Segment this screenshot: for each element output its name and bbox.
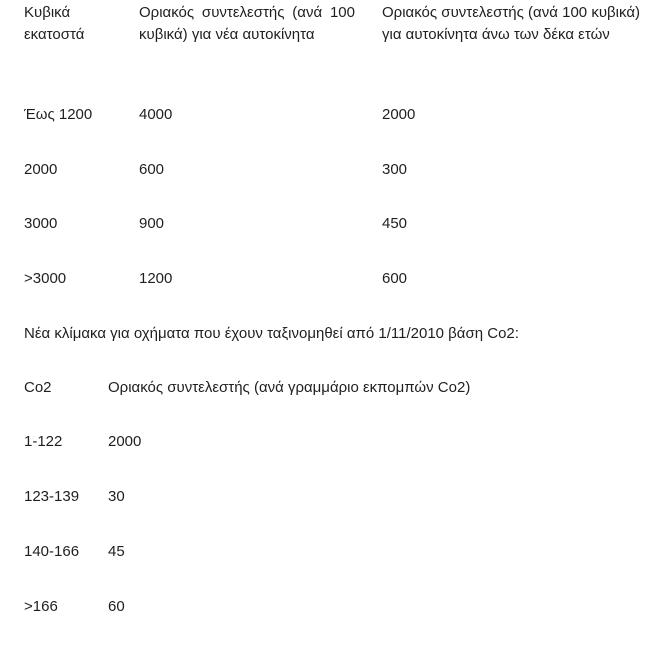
table-row	[24, 213, 644, 235]
cc-value: >3000	[24, 270, 67, 287]
header-co2-label: Co2	[24, 379, 52, 396]
old-car-coefficient: 2000	[382, 106, 416, 123]
header-cell-old-cars	[382, 2, 644, 46]
header-new-cars-label: Οριακός συντελεστής (ανά 100 κυβικά) για νέα αυτοκίνητα	[139, 4, 355, 43]
co2-table-header-row	[24, 377, 644, 399]
table-row	[24, 431, 644, 453]
table-row	[24, 104, 644, 126]
co2-scale-heading: Νέα κλίμακα για οχήματα που έχουν ταξινομηθεί από 1/11/2010 βάση Co2:	[24, 325, 519, 342]
table-header-row	[24, 2, 644, 46]
co2-range: 1-122	[24, 433, 63, 450]
new-car-coefficient: 600	[139, 161, 165, 178]
table-row	[24, 486, 644, 508]
table-row	[24, 541, 644, 563]
cc-value: 2000	[24, 161, 58, 178]
co2-coefficient: 30	[108, 488, 125, 505]
cc-value: Έως 1200	[24, 106, 93, 123]
table-row	[24, 596, 644, 618]
co2-range: 140-166	[24, 543, 80, 560]
header-old-cars-label: Οριακός συντελεστής (ανά 100 κυβικά) για αυτοκίνητα άνω των δέκα ετών	[382, 4, 640, 43]
table-row	[24, 159, 644, 181]
co2-coefficient: 2000	[108, 433, 142, 450]
co2-range: >166	[24, 598, 58, 615]
co2-coefficient: 60	[108, 598, 125, 615]
header-cell-new-cars	[139, 2, 382, 46]
new-car-coefficient: 4000	[139, 106, 173, 123]
new-car-coefficient: 1200	[139, 270, 173, 287]
cc-value: 3000	[24, 215, 58, 232]
co2-range: 123-139	[24, 488, 80, 505]
header-cell-cc	[24, 2, 139, 46]
co2-coefficient: 45	[108, 543, 125, 560]
new-car-coefficient: 900	[139, 215, 165, 232]
old-car-coefficient: 450	[382, 215, 408, 232]
cc-coefficient-table	[24, 2, 644, 46]
old-car-coefficient: 300	[382, 161, 408, 178]
table-row	[24, 268, 644, 290]
header-cc-label: Κυβικά εκατοστά	[24, 4, 85, 43]
old-car-coefficient: 600	[382, 270, 408, 287]
header-co2-coefficient-label: Οριακός συντελεστής (ανά γραμμάριο εκπομπών Co2)	[108, 379, 471, 396]
